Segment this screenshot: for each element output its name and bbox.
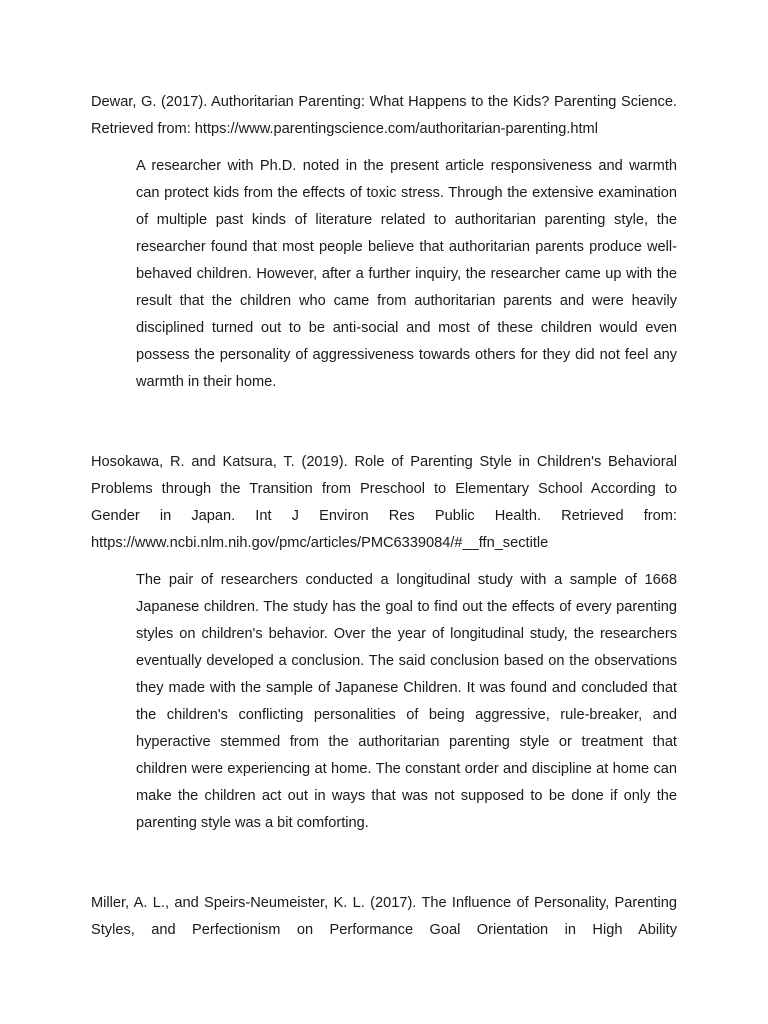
annotation-dewar: A researcher with Ph.D. noted in the present article responsiveness and warmth can protect kids from the effects of toxic stress. Through the extensive examination of multiple past kinds of literature related to authoritarian parenting style, the researcher found that most people believe that authoritarian parents produce well-behaved children. However, after a further inquiry, the researcher came up with the result that the children who came from authoritarian parents and were heavily disciplined turned out to be anti-social and most of these children would even possess the personality of aggressiveness towards others for they did not feel any warmth in their home. [136, 158, 677, 390]
annotation-hosokawa: The pair of researchers conducted a longitudinal study with a sample of 1668 Japanese children. The study has the goal to find out the effects of every parenting styles on children's behavior. Over the year of longitudinal study, the researchers eventually developed a conclusion. The said conclusion based on the observations they made with the sample of Japanese Children. It was found and concluded that the children's conflicting personalities of being aggressive, rule-breaker, and hyperactive stemmed from the authoritarian parenting style or treatment that children were experiencing at home. The constant order and discipline at home can make the children act out in ways that was not supposed to be done if only the parenting style was a bit comforting. [136, 572, 677, 831]
reference-entry-miller [91, 890, 677, 944]
reference-entry-hosokawa [91, 449, 677, 837]
citation-hosokawa-url[interactable]: https://www.ncbi.nlm.nih.gov/pmc/articles/PMC6339084/#__ffn_sectitle [91, 535, 549, 551]
document-page [91, 89, 677, 997]
citation-miller: Miller, A. L., and Speirs-Neumeister, K. L. (2017). The Influence of Personality, Parenting Styles, and Perfectionism on Performance Goal Orientation in High Ability [91, 895, 677, 938]
citation-dewar: Dewar, G. (2017). Authoritarian Parenting: What Happens to the Kids? Parenting Science. Retrieved from: https://www.parentingscience.com/authoritarian-parenting.html [91, 94, 677, 137]
citation-hosokawa: Hosokawa, R. and Katsura, T. (2019). Role of Parenting Style in Children's Behavioral Problems through the Transition from Preschool to Elementary School According to Gender in Japan. Int J Environ Res Public Health. Retrieved from: [91, 454, 677, 524]
reference-entry-dewar [91, 89, 677, 396]
